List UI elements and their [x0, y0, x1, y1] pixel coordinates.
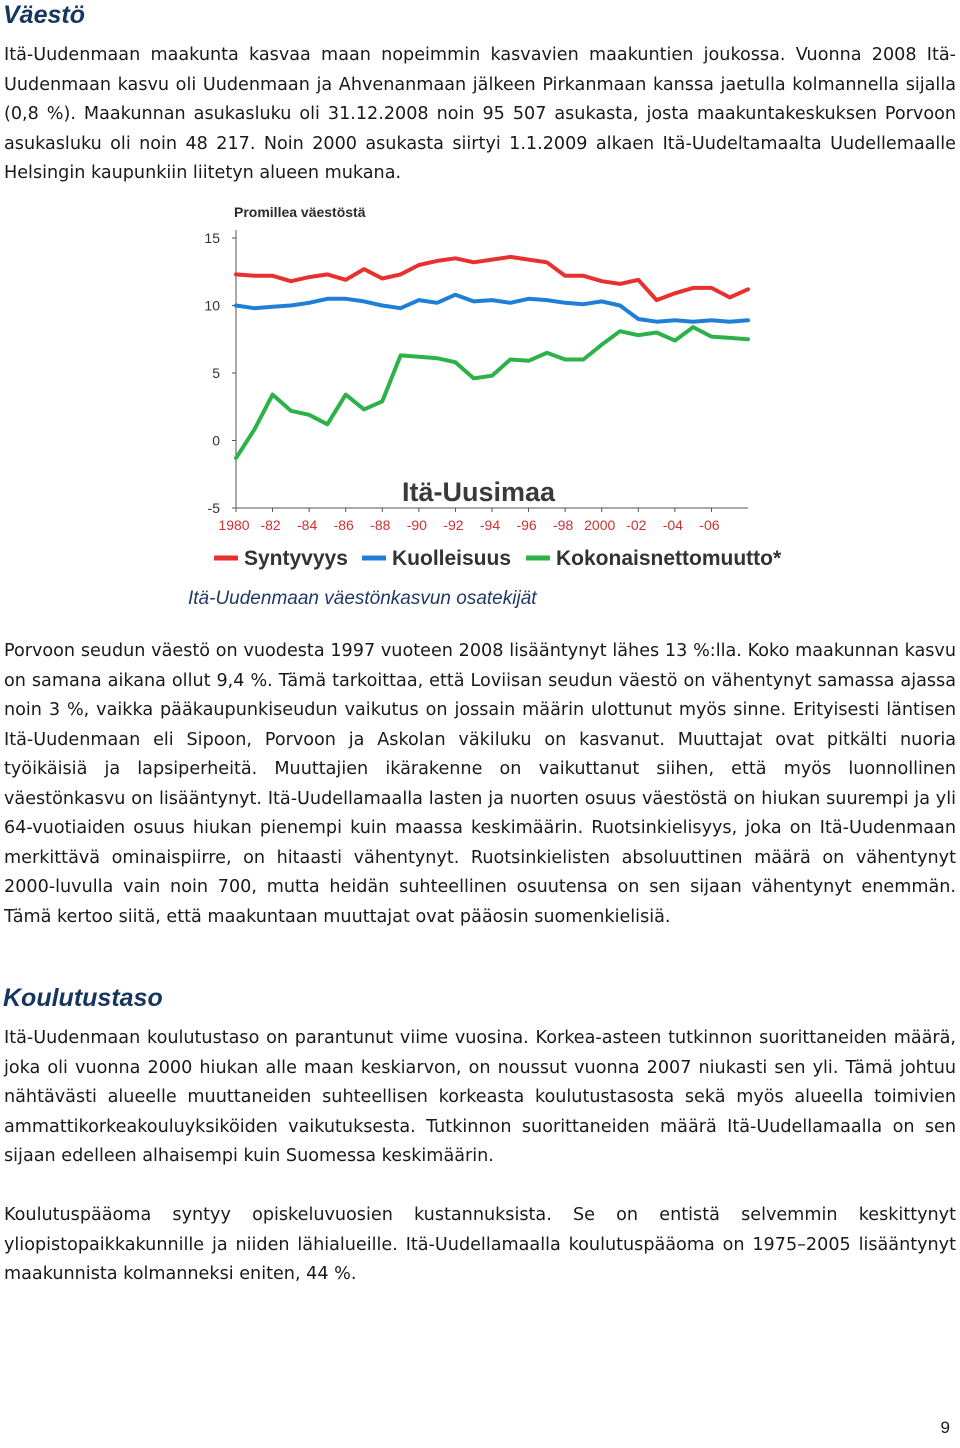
page-number: 9: [940, 1418, 950, 1437]
x-tick-label: -82: [260, 517, 281, 533]
x-tick-label: -86: [333, 517, 354, 533]
population-chart-svg: [204, 200, 782, 580]
x-tick-label: -06: [699, 517, 720, 533]
y-tick-label: 0: [212, 432, 220, 449]
x-tick-label: -02: [626, 517, 647, 533]
x-tick-label: 2000: [584, 517, 616, 533]
x-tick-label: -94: [479, 517, 501, 533]
paragraph-koulutuspaaoma: Koulutuspääoma syntyy opiskeluvuosien kustannuksista. Se on entistä selvemmin keskittynyt yliopistopaikkakunnille ja niiden lähialueille. Itä-Uudellamaalla koulutuspääoma on 1975–2005 lisääntynyt maakunnista kolmanneksi eniten, 44 %.: [4, 1205, 956, 1284]
x-tick-label: 1980: [218, 517, 250, 533]
chart-title: Promillea väestöstä: [234, 204, 366, 220]
x-tick-label: -98: [553, 517, 574, 533]
section-heading-vaesto: Väestö: [3, 1, 85, 29]
chart-legend: [214, 547, 782, 570]
y-tick-label: -5: [207, 500, 220, 516]
x-tick-label: -96: [516, 517, 537, 533]
x-tick-label: -84: [297, 517, 318, 533]
y-tick-label: 5: [212, 365, 220, 381]
section-heading-koulutustaso: Koulutustaso: [3, 984, 163, 1012]
x-tick-label: -92: [443, 517, 464, 533]
chart-caption: Itä-Uudenmaan väestönkasvun osatekijät: [188, 588, 537, 609]
y-tick-label: 15: [204, 230, 220, 246]
x-tick-label: -04: [662, 517, 683, 533]
legend-label: Kokonaisnettomuutto*: [556, 547, 782, 570]
x-tick-label: -88: [370, 517, 391, 533]
y-tick-label: 10: [204, 297, 220, 314]
chart-series-lines: [236, 257, 748, 458]
paragraph-porvoo: Porvoon seudun väestö on vuodesta 1997 vuoteen 2008 lisääntynyt lähes 13 %:lla. Koko maakunnan kasvu on samana aikana ollut 9,4 %. Tämä tarkoittaa, että Loviisan seudun väestö on vähentynyt samassa ajassa noin 3 %, vaikka pääkaupunkiseudun vaikutus on jossain määrin ulottunut myös sinne. Erityisesti läntisen Itä-Uudenmaan eli Sipoon, Porvoon ja Askolan väkiluku on kasvanut. Muuttajat ovat pitkälti nuoria työikäisiä ja lapsiperheitä. Muuttajien ikärakenne on vaikuttanut siihen, että myös luonnollinen väestönkasvu on lisääntynyt. Itä-Uudellamaalla lasten ja nuorten osuus väestöstä on hiukan suurempi ja yli 64-vuotiaiden osuus hiukan pienempi kuin maassa keskimäärin. Ruotsinkielisyys, joka on Itä-Uudenmaan merkittävä ominaispiirre, on hitaasti vähentynyt. Ruotsinkielisten absoluuttinen määrä on vähentynyt 2000-luvulla vain noin 700, mutta heidän suhteellinen osuutensa on sen sijaan vähentynyt enemmän. Tämä kertoo siitä, että maakuntaan muuttajat ovat pääosin suomenkielisiä.: [4, 641, 956, 927]
series-line: [236, 327, 748, 458]
series-line: [236, 295, 748, 322]
paragraph-koulutustaso: Itä-Uudenmaan koulutustaso on parantunut viime vuosina. Korkea-asteen tutkinnon suorittaneiden määrä, joka oli vuonna 2000 hiukan alle maan keskiarvon, on noussut vuonna 2007 niukasti sen yli. Tämä johtuu nähtävästi alueelle muuttaneiden suhteellisen korkeasta koulutustasosta sekä myös alueella toimivien ammattikorkeakouluyksiköiden vaikutuksesta. Tutkinnon suorittaneiden määrä Itä-Uudellamaalla on sen sijaan edelleen alhaisempi kuin Suomessa keskimäärin.: [4, 1028, 956, 1166]
series-line: [236, 257, 748, 300]
chart-inner-title: Itä-Uusimaa: [402, 477, 556, 507]
legend-label: Kuolleisuus: [392, 547, 512, 570]
x-tick-label: -90: [406, 517, 427, 533]
population-chart: [204, 200, 782, 580]
paragraph-intro: Itä-Uudenmaan maakunta kasvaa maan nopeimmin kasvavien maakuntien joukossa. Vuonna 2008 Itä-Uudenmaan kasvu oli Uudenmaan ja Ahvenanmaan jälkeen Pirkanmaan kanssa jaetulla kolmannella sijalla (0,8 %). Maakunnan asukasluku oli 31.12.2008 noin 95 507 asukasta, josta maakuntakeskuksen Porvoon asukasluku oli noin 48 217. Noin 2000 asukasta siirtyi 1.1.2009 alkaen Itä-Uudeltamaalta Uudellemaalle Helsingin kaupunkiin liitetyn alueen mukana.: [4, 45, 956, 183]
legend-label: Syntyvyys: [244, 547, 348, 570]
